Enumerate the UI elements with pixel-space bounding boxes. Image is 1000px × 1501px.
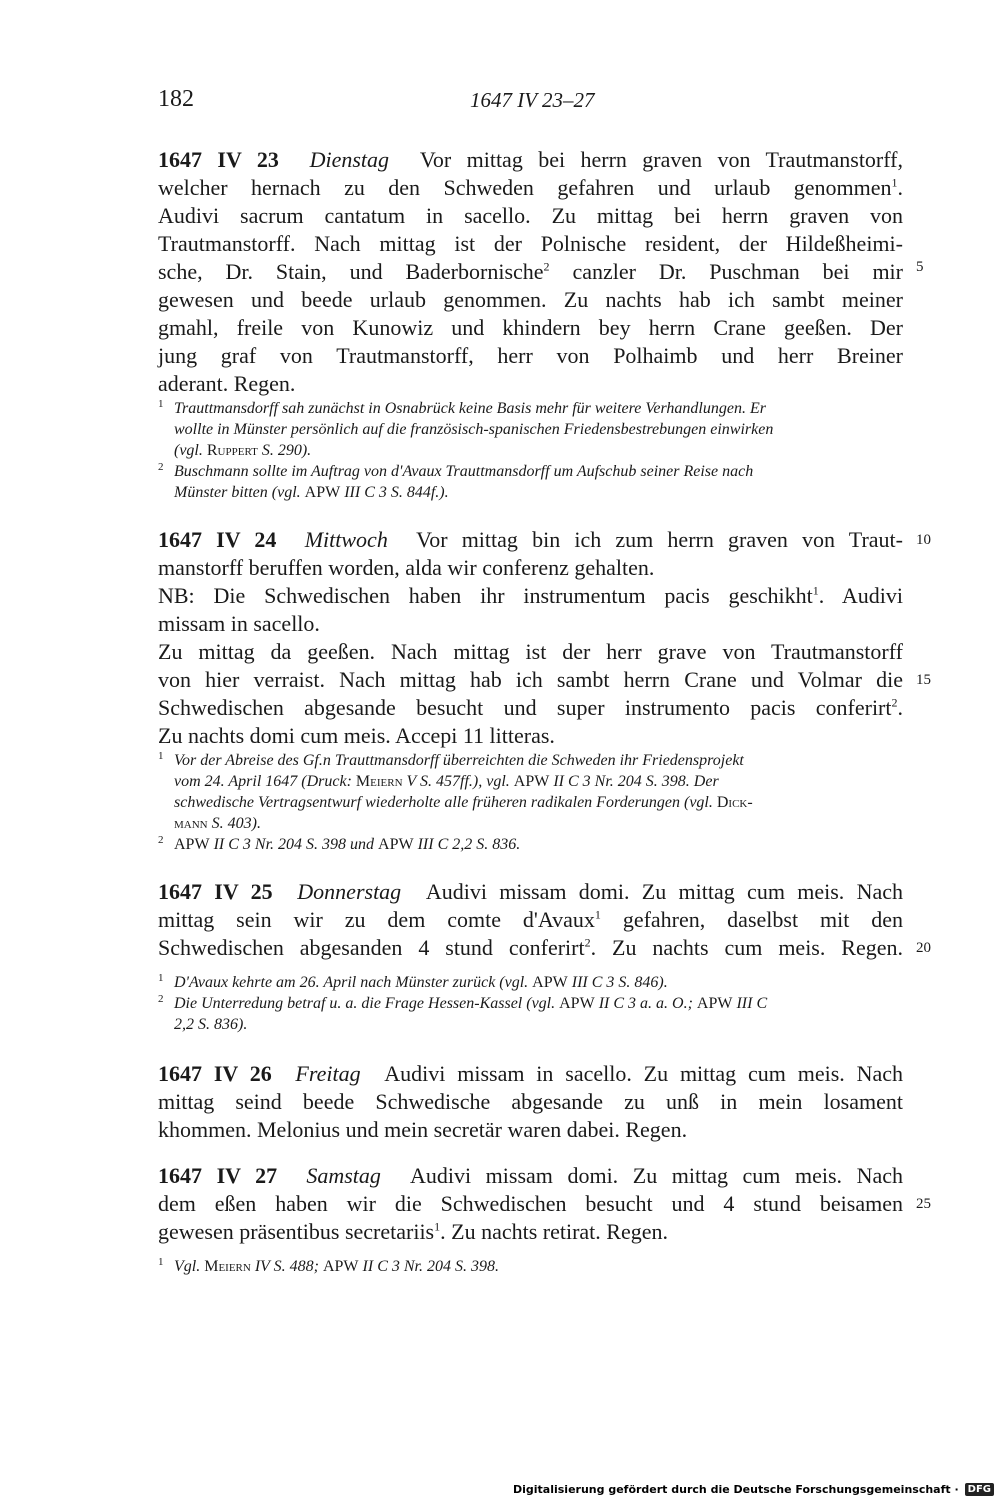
footnote: 1 Trauttmansdorff sah zunächst in Osnabrück keine Basis mehr für weitere Verhandlungen. Er — [158, 397, 766, 417]
entry-line: missam in sacello. — [158, 611, 320, 636]
entry-1647-iv-23 — [158, 146, 903, 398]
entry-weekday: Samstag — [306, 1163, 381, 1188]
entry-date: 1647 IV 23 — [158, 147, 279, 172]
entry-line: gewesen präsentibus secretariis$^1$. Zu nachts retirat. Regen. — [158, 1219, 668, 1244]
running-head: 1647 IV 23–27 — [470, 88, 595, 112]
footnotes-24: 1 Vor der Abreise des Gf.n Trauttmansdorff überreichten die Schweden ihr Friedensprojekt vom 24. April 1647 (Druck: Meiern V S. 457ff.), vgl. APW II C 3 Nr. 204 S. 398. Der schwedische Vertragsentwurf wiederholte alle früheren radikalen Forderungen (vgl. Dick- mann S. 403). 2 APW II C 3 Nr. 204 S. 398 und APW III C 2,2 S. 836. — [158, 750, 903, 855]
entry-1647-iv-26 — [158, 1060, 903, 1144]
entry-date: 1647 IV 27 — [158, 1163, 278, 1188]
entry-line: Zu nachts domi cum meis. Accepi 11 litteras. — [158, 723, 555, 748]
footnotes-27 — [158, 1256, 903, 1277]
entry-line: 1647 IV 26 Freitag Audivi missam in sacello. Zu mittag cum meis. Nach — [158, 1061, 904, 1086]
entry-line: Audivi sacrum cantatum in sacello. Zu mittag bei herrn graven von — [158, 203, 903, 228]
entry-line: manstorff beruffen worden, alda wir conferenz gehalten. — [158, 555, 655, 580]
dfg-logo: DFG — [965, 1483, 994, 1496]
entry-line: Schwedischen abgesanden 4 stund conferirt$^2$. Zu nachts cum meis. Regen. — [158, 935, 903, 960]
footnote: 1 Vgl. Meiern IV S. 488; APW II C 3 Nr. 204 S. 398. — [158, 1255, 499, 1275]
line-number: 10 — [916, 532, 931, 548]
entry-line: Trautmanstorff. Nach mittag ist der Polnische resident, der Hildeßheimi- — [158, 231, 903, 256]
entry-line: 1647 IV 27 Samstag Audivi missam domi. Zu mittag cum meis. Nach — [158, 1163, 903, 1188]
entry-line: 1647 IV 25 Donnerstag Audivi missam domi. Zu mittag cum meis. Nach — [158, 879, 904, 904]
entry-line: NB: Die Schwedischen haben ihr instrumentum pacis geschikht$^1$. Audivi — [158, 583, 903, 608]
entry-line: von hier verraist. Nach mittag hab ich sambt herrn Crane und Volmar die — [158, 667, 903, 692]
footer-text: Digitalisierung gefördert durch die Deutsche Forschungsgemeinschaft · — [512, 1482, 959, 1496]
line-number: 20 — [916, 940, 931, 956]
entry-line: gmahl, freile von Kunowiz und khindern bey herrn Crane geeßen. Der — [158, 315, 903, 340]
line-number: 5 — [916, 259, 924, 275]
entry-1647-iv-24 — [158, 526, 903, 750]
entry-line: gewesen und beede urlaub genommen. Zu nachts hab ich sambt meiner — [158, 287, 903, 312]
footnote: 2 Die Unterredung betraf u. a. die Frage Hessen-Kassel (vgl. APW II C 3 a. a. O.; APW III C — [158, 992, 768, 1012]
entry-weekday: Mittwoch — [304, 527, 388, 552]
entry-date: 1647 IV 24 — [158, 527, 277, 552]
entry-weekday: Dienstag — [309, 147, 390, 172]
entry-line: 1647 IV 24 Mittwoch Vor mittag bin ich zum herrn graven von Traut- — [158, 527, 903, 552]
entry-line: Zu mittag da geeßen. Nach mittag ist der herr grave von Trautmanstorff — [158, 639, 903, 664]
entry-line: Schwedischen abgesande besucht und super instrumento pacis conferirt$^2$. — [158, 695, 903, 720]
entry-weekday: Freitag — [295, 1061, 361, 1086]
line-number: 15 — [916, 672, 931, 688]
footnote: 1 D'Avaux kehrte am 26. April nach Münster zurück (vgl. APW III C 3 S. 846). — [158, 971, 668, 991]
entry-line: sche, Dr. Stain, und Baderbornische$^2$ canzler Dr. Puschman bei mir — [158, 259, 903, 284]
entry-line: khommen. Melonius und mein secretär waren dabei. Regen. — [158, 1117, 688, 1142]
entry-1647-iv-27 — [158, 1162, 903, 1246]
entry-line: 1647 IV 23 Dienstag Vor mittag bei herrn graven von Trautmanstorff, — [158, 147, 904, 172]
entry-weekday: Donnerstag — [297, 879, 402, 904]
footnote: 1 Vor der Abreise des Gf.n Trauttmansdorff überreichten die Schweden ihr Friedensprojekt — [158, 749, 744, 769]
footnotes-25: 1 D'Avaux kehrte am 26. April nach Münster zurück (vgl. APW III C 3 S. 846). 2 Die Unterredung betraf u. a. die Frage Hessen-Kassel (vgl. APW II C 3 a. a. O.; APW III C 2,2 S. 836). — [158, 972, 903, 1035]
entry-1647-iv-25 — [158, 878, 903, 962]
entry-line: welcher hernach zu den Schweden gefahren und urlaub genommen$^1$. — [158, 175, 903, 200]
footnotes-23: 1 Trauttmansdorff sah zunächst in Osnabrück keine Basis mehr für weitere Verhandlungen. Er wollte in Münster persönlich auf die französisch-spanischen Friedensbestrebungen einwirken (vgl. Ruppert S. 290). 2 Buschmann sollte im Auftrag von d'Avaux Trauttmansdorff um Aufschub seiner Reise nach Münster bitten (vgl. APW III C 3 S. 844f.). — [158, 398, 903, 503]
footnote: 2 Buschmann sollte im Auftrag von d'Avaux Trauttmansdorff um Aufschub seiner Reise nach — [158, 460, 754, 480]
digitization-footer — [507, 1477, 1000, 1501]
entry-line: jung graf von Trautmanstorff, herr von Polhaimb und herr Breiner — [158, 343, 903, 368]
footnote: 2 APW II C 3 Nr. 204 S. 398 und APW III C 2,2 S. 836. — [158, 833, 521, 853]
entry-line: mittag sein wir zu dem comte d'Avaux$^1$ gefahren, daselbst mit den — [158, 907, 903, 932]
entry-line: dem eßen haben wir die Schwedischen besucht und 4 stund beisamen — [158, 1191, 903, 1216]
line-number: 25 — [916, 1196, 931, 1212]
entry-line: mittag seind beede Schwedische abgesande zu unß in mein losament — [158, 1089, 903, 1114]
entry-line: aderant. Regen. — [158, 371, 296, 396]
page-number: 182 — [158, 86, 194, 112]
entry-date: 1647 IV 25 — [158, 879, 273, 904]
entry-date: 1647 IV 26 — [158, 1061, 272, 1086]
